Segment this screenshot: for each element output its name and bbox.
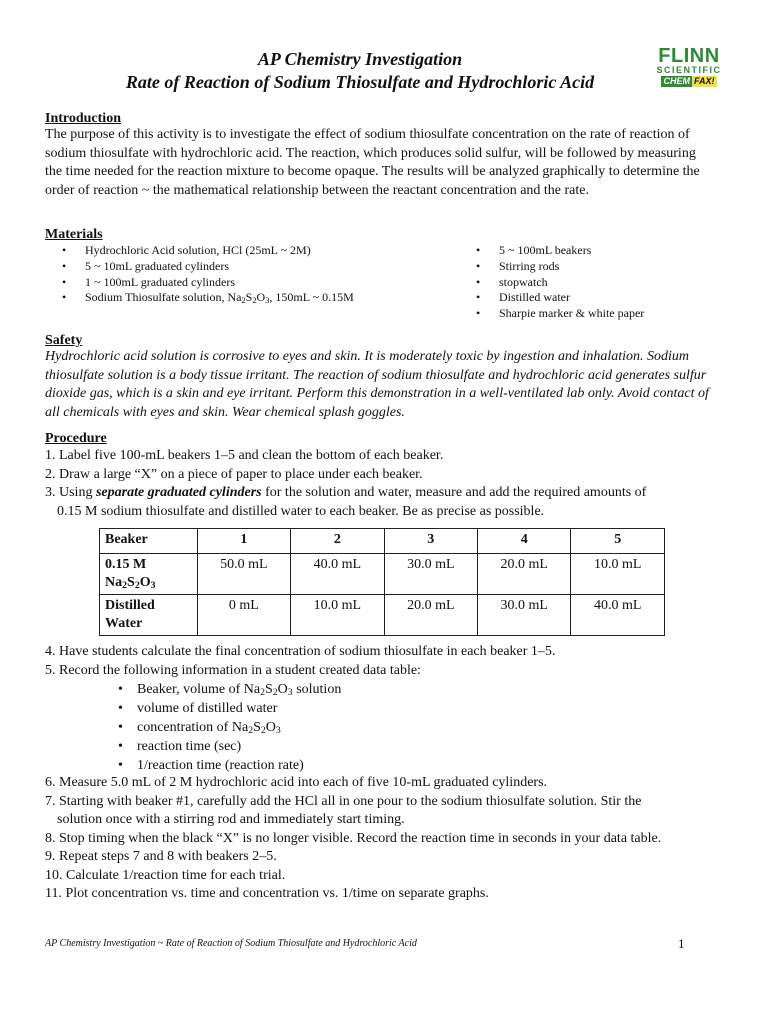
record-items-list [115,680,341,775]
list-item: • 5 ~ 10mL graduated cylinders [58,259,448,275]
materials-list-left [58,243,448,306]
table-cell: 40.0 mL [291,554,384,595]
list-item: • 1 ~ 100mL graduated cylinders [58,275,448,291]
introduction-heading: Introduction [45,111,121,126]
procedure-steps-6-11 [45,774,725,904]
safety-heading: Safety [45,333,83,348]
logo-subtitle: SCIENTIFIC [656,65,722,75]
safety-text: Hydrochloric acid solution is corrosive to eyes and skin. It is moderately toxic by ingestion and inhalation. Sodium thiosulfate solution is a body tissue irritant. The reaction of sodium thiosulfate and hydrochloric acid generates sulfur dioxide gas, which is a skin and eye irritant. Perform this demonstration in a well-ventilated lab only. Avoid contact of all chemicals with eyes and skin. Wear chemical splash goggles. [45,349,709,420]
table-header-row [100,529,665,554]
title-line-1: AP Chemistry Investigation [257,49,463,69]
table-cell: 40.0 mL [571,595,665,636]
procedure-step-7-cont: solution once with a stirring rod and immediately start timing. [57,812,405,827]
logo-brand: FLINN [658,45,720,67]
title-line-2: Rate of Reaction of Sodium Thiosulfate and Hydrochloric Acid [125,72,595,92]
table-header-cell: 2 [291,529,384,554]
table-cell: 20.0 mL [478,554,571,595]
procedure-step-5: 5. Record the following information in a student created data table: [45,662,421,678]
table-header-cell: 5 [571,529,665,554]
procedure-step-8: 8. Stop timing when the black “X” is no longer visible. Record the reaction time in seconds in your data table. [45,830,662,846]
table-row [100,595,665,636]
procedure-step-1: 1. Label five 100-mL beakers 1–5 and clean the bottom of each beaker. [45,448,444,463]
row-label-water: Distilled Water [100,595,198,636]
list-item: • stopwatch [472,275,712,291]
page-footer: AP Chemistry Investigation ~ Rate of Reaction of Sodium Thiosulfate and Hydrochloric Acid [45,938,417,949]
row-label-thiosulfate: 0.15 M $Na_2S_2O_3$ [100,554,198,595]
list-item: • 5 ~ 100mL beakers [472,243,712,259]
list-item: • reaction time (sec) [115,737,341,756]
table-cell: 50.0 mL [197,554,290,595]
table-cell: 10.0 mL [291,595,384,636]
procedure-step-3: 3. Using separate graduated cylinders for the solution and water, measure and add the required amounts of [45,485,647,500]
flinn-logo [652,46,726,90]
procedure-step-2: 2. Draw a large “X” on a piece of paper to place under each beaker. [45,466,423,482]
introduction-text: The purpose of this activity is to investigate the effect of sodium thiosulfate concentration on the rate of reaction of sodium thiosulfate with hydrochloric acid. The reaction, which produces solid sulfur, will be followed by measuring the time needed for the reaction mixture to become opaque. The results will be analyzed graphically to determine the order of reaction ~ the mathematical relationship between the reactant concentration and the rate. [45,127,700,198]
table-header-cell: 3 [384,529,477,554]
list-item: • 1/reaction time (reaction rate) [115,756,341,775]
list-item: • Beaker, volume of $Na_2S_2O_3$ solution [115,680,341,699]
list-item: • volume of distilled water [115,699,341,718]
procedure-step-11: 11. Plot concentration vs. time and concentration vs. 1/time on separate graphs. [45,886,489,901]
procedure-step-10: 10. Calculate 1/reaction time for each trial. [45,867,286,883]
procedure-steps-4-5 [45,643,725,680]
table-header-cell: 1 [197,529,290,554]
procedure-steps-1-3 [45,447,725,521]
list-item: • Sharpie marker & white paper [472,306,712,322]
table-cell: 20.0 mL [384,595,477,636]
logo-badge-chem: CHEM [663,76,690,86]
list-item: • Sodium Thiosulfate solution, $Na_2S_2O_3$, 150mL ~ 0.15M [58,290,448,306]
procedure-heading: Procedure [45,431,107,446]
list-item: • Hydrochloric Acid solution, HCl (25mL ~ 2M) [58,243,448,259]
procedure-step-6: 6. Measure 5.0 mL of 2 M hydrochloric acid into each of five 10-mL graduated cylinders. [45,775,548,790]
procedure-step-9: 9. Repeat steps 7 and 8 with beakers 2–5. [45,849,277,864]
logo-badge-fax: FAX! [693,76,715,86]
list-item: • concentration of $Na_2S_2O_3$ [115,718,341,737]
table-corner-cell: Beaker [100,529,198,554]
procedure-step-3-cont: 0.15 M sodium thiosulfate and distilled water to each beaker. Be as precise as possible. [57,503,545,519]
materials-list-right [472,243,712,322]
document-title [40,48,680,94]
list-item: • Stirring rods [472,259,712,275]
table-cell: 10.0 mL [571,554,665,595]
page-number: 1 [678,936,685,951]
list-item: • Distilled water [472,290,712,306]
procedure-step-4: 4. Have students calculate the final concentration of sodium thiosulfate in each beaker 1–5. [45,644,556,659]
logo-badge [652,76,726,87]
table-row [100,554,665,595]
materials-heading: Materials [45,227,103,242]
table-header-cell: 4 [478,529,571,554]
procedure-step-7: 7. Starting with beaker #1, carefully add the HCl all in one pour to the sodium thiosulfate solution. Stir the [45,793,642,809]
table-cell: 0 mL [197,595,290,636]
table-cell: 30.0 mL [478,595,571,636]
volume-table [99,528,665,636]
table-cell: 30.0 mL [384,554,477,595]
